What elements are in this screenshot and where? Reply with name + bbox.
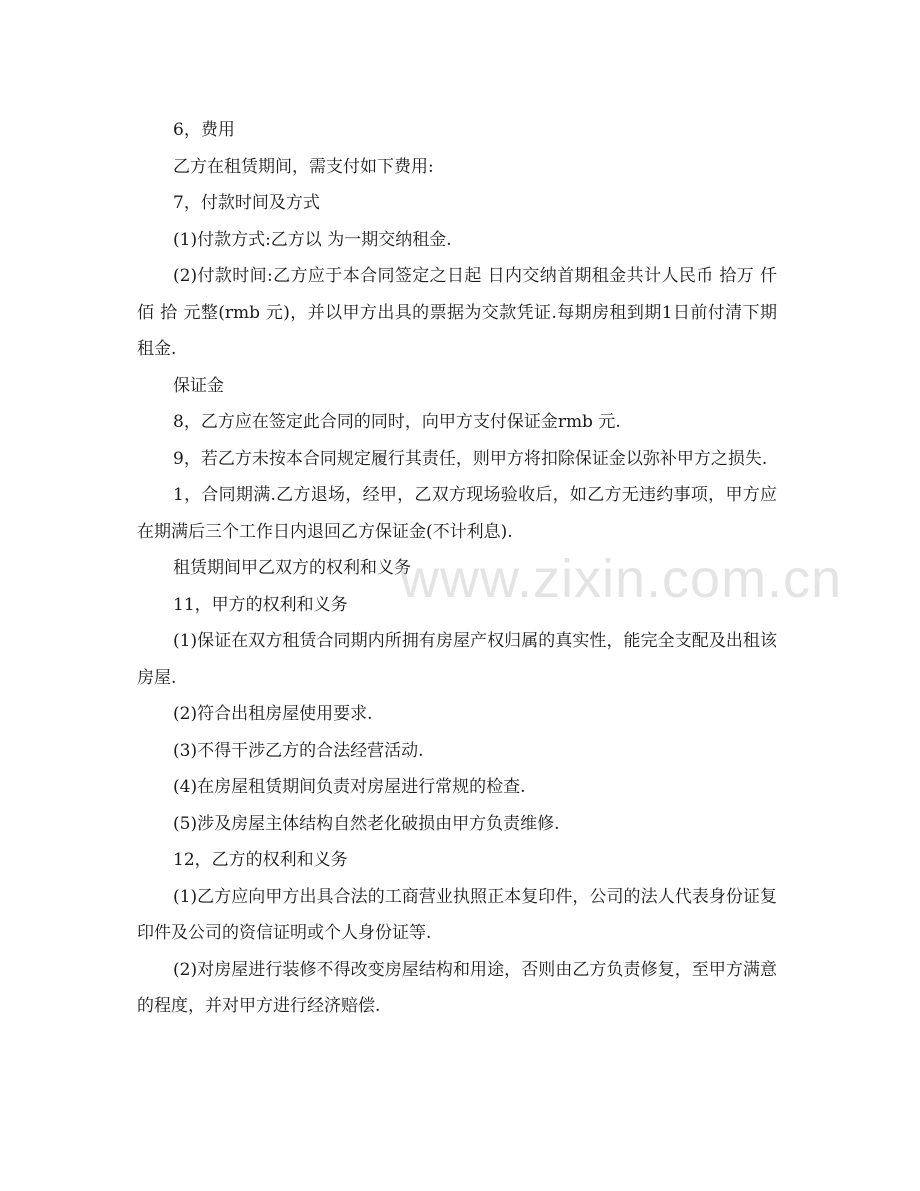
paragraph-payment-method: (1)付款方式:乙方以 为一期交纳租金. [173, 229, 452, 250]
section-heading-deposit: 保证金 [173, 375, 224, 396]
watermark: www.zixin.com.cn [400, 549, 843, 609]
section-heading-fees: 6，费用 [173, 120, 235, 140]
list-item-party-a-5: (5)涉及房屋主体结构自然老化破损由甲方负责维修. [173, 813, 560, 834]
section-heading-payment: 7，付款时间及方式 [173, 193, 320, 213]
section-heading-rights: 租赁期间甲乙双方的权利和义务 [173, 558, 411, 578]
section-heading-party-a: 11，甲方的权利和义务 [173, 594, 348, 615]
list-item-party-a-4: (4)在房屋租赁期间负责对房屋进行常规的检查. [173, 777, 526, 797]
document-body [137, 112, 777, 1025]
paragraph-deposit-deduction: 9，若乙方未按本合同规定履行其责任，则甲方将扣除保证金以弥补甲方之损失. [173, 448, 768, 469]
paragraph-deposit-payment: 8，乙方应在签定此合同的同时，向甲方支付保证金rmb 元. [173, 412, 621, 432]
list-item-party-b-2: (2)对房屋进行装修不得改变房屋结构和用途，否则由乙方负责修复，至甲方满意的程度，并对甲方进行经济赔偿. [137, 959, 777, 1016]
paragraph-fees-intro: 乙方在租赁期间，需支付如下费用: [173, 156, 434, 177]
paragraph-payment-time: (2)付款时间:乙方应于本合同签定之日起 日内交纳首期租金共计人民币 拾万 仟 佰 拾 元整(rmb 元)，并以甲方出具的票据为交款凭证.每期房租到期1日前付清下期租金. [137, 266, 777, 359]
paragraph-deposit-refund: 1，合同期满.乙方退场，经甲，乙双方现场验收后，如乙方无违约事项，甲方应在期满后三个工作日内退回乙方保证金(不计利息). [137, 485, 777, 542]
list-item-party-b-1: (1)乙方应向甲方出具合法的工商营业执照正本复印件，公司的法人代表身份证复印件及公司的资信证明或个人身份证等. [137, 886, 777, 943]
list-item-party-a-2: (2)符合出租房屋使用要求. [173, 704, 373, 724]
section-heading-party-b: 12，乙方的权利和义务 [173, 850, 348, 870]
list-item-party-a-1: (1)保证在双方租赁合同期内所拥有房屋产权归属的真实性，能完全支配及出租该房屋. [137, 631, 777, 688]
list-item-party-a-3: (3)不得干涉乙方的合法经营活动. [173, 740, 424, 761]
